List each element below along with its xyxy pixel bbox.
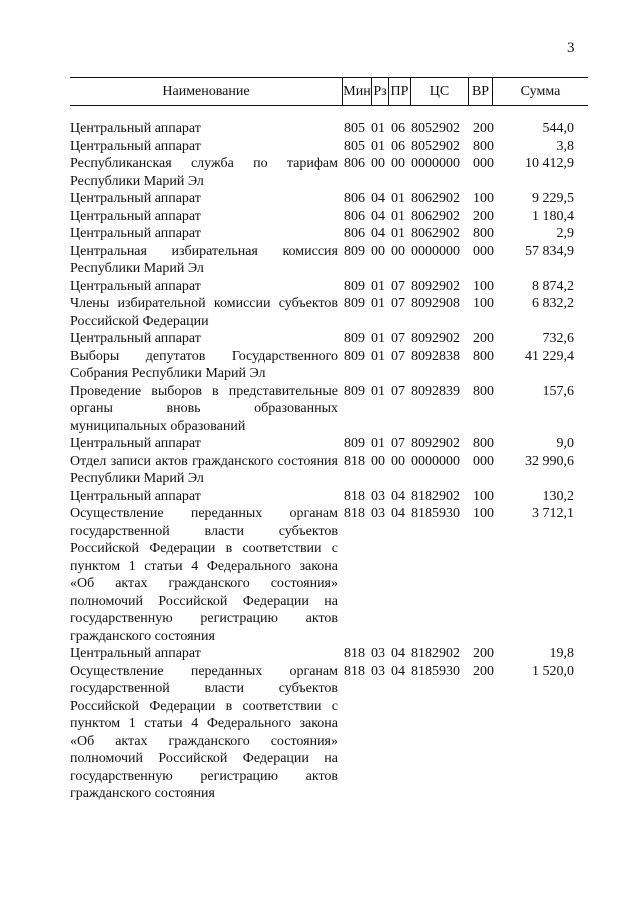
row-vr: 100 bbox=[473, 506, 494, 521]
row-pr: 07 bbox=[391, 383, 405, 399]
row-cs: 8182902 bbox=[411, 488, 460, 504]
row-codes bbox=[344, 453, 499, 471]
row-codes bbox=[344, 208, 499, 226]
row-pr: 01 bbox=[391, 208, 405, 224]
row-codes bbox=[344, 295, 499, 313]
row-min: 806 bbox=[344, 156, 365, 171]
row-sum: 8 874,2 bbox=[532, 278, 574, 294]
row-codes bbox=[344, 505, 499, 523]
row-min: 806 bbox=[344, 191, 365, 206]
row-pr: 04 bbox=[391, 506, 405, 521]
table-row bbox=[70, 225, 588, 243]
row-rz: 00 bbox=[371, 453, 385, 469]
row-pr: 06 bbox=[391, 121, 405, 136]
row-pr: 04 bbox=[391, 488, 405, 504]
row-rz: 03 bbox=[371, 506, 385, 521]
row-name: Центральный аппарат bbox=[70, 138, 201, 154]
row-min: 818 bbox=[344, 488, 365, 504]
header-min: Мин bbox=[342, 78, 371, 105]
row-min: 809 bbox=[344, 436, 365, 451]
row-rz: 00 bbox=[371, 243, 385, 259]
row-rz: 01 bbox=[371, 383, 385, 399]
row-name: Осуществление переданных органам государственной власти субъектов Российской Федерации в соответствии с пунктом 1 статьи 4 Федерального закона «Об актах гражданского состояния» полномочий Российской Федерации на государственную регистрацию актов гражданского состояния bbox=[70, 663, 338, 801]
table-header bbox=[70, 77, 588, 106]
row-min: 818 bbox=[344, 453, 365, 469]
row-name: Центральный аппарат bbox=[70, 226, 201, 241]
row-name: Центральный аппарат bbox=[70, 436, 201, 451]
row-cs: 8092902 bbox=[411, 278, 460, 294]
row-cs: 8092902 bbox=[411, 436, 460, 451]
row-cs: 0000000 bbox=[411, 453, 460, 469]
header-sum: Сумма bbox=[492, 78, 588, 105]
row-rz: 04 bbox=[371, 191, 385, 206]
row-name: Центральный аппарат bbox=[70, 121, 201, 136]
row-rz: 01 bbox=[371, 348, 385, 364]
row-min: 818 bbox=[344, 646, 365, 661]
table-row bbox=[70, 453, 588, 488]
row-rz: 00 bbox=[371, 156, 385, 171]
row-vr: 800 bbox=[473, 436, 494, 451]
row-pr: 04 bbox=[391, 646, 405, 661]
row-cs: 8092902 bbox=[411, 331, 460, 346]
table-row bbox=[70, 383, 588, 436]
row-pr: 07 bbox=[391, 331, 405, 346]
table-row bbox=[70, 505, 588, 645]
row-vr: 100 bbox=[473, 191, 494, 206]
row-codes bbox=[344, 488, 499, 506]
row-sum: 732,6 bbox=[542, 331, 574, 346]
row-codes bbox=[344, 190, 499, 208]
row-codes bbox=[344, 645, 499, 663]
row-cs: 8185930 bbox=[411, 506, 460, 521]
row-sum: 3 712,1 bbox=[532, 506, 574, 521]
row-rz: 01 bbox=[371, 296, 385, 311]
row-sum: 41 229,4 bbox=[525, 348, 574, 364]
row-sum: 1 180,4 bbox=[532, 208, 574, 224]
row-codes bbox=[344, 225, 499, 243]
table-row bbox=[70, 138, 588, 156]
row-cs: 8092908 bbox=[411, 296, 460, 311]
row-rz: 01 bbox=[371, 121, 385, 136]
row-pr: 01 bbox=[391, 226, 405, 241]
table-row bbox=[70, 488, 588, 506]
page-number: 3 bbox=[567, 40, 575, 56]
row-vr: 000 bbox=[473, 453, 494, 469]
row-min: 809 bbox=[344, 296, 365, 311]
row-name: Члены избирательной комиссии субъектов Российской Федерации bbox=[70, 296, 338, 329]
row-codes bbox=[344, 330, 499, 348]
row-codes bbox=[344, 278, 499, 296]
header-pr: ПР bbox=[388, 78, 410, 105]
header-name: Наименование bbox=[162, 84, 250, 99]
table-row bbox=[70, 645, 588, 663]
row-pr: 07 bbox=[391, 278, 405, 294]
row-codes bbox=[344, 155, 499, 173]
row-codes bbox=[344, 243, 499, 261]
row-sum: 10 412,9 bbox=[525, 156, 574, 171]
table-row bbox=[70, 243, 588, 278]
row-cs: 8185930 bbox=[411, 663, 460, 679]
row-pr: 06 bbox=[391, 138, 405, 154]
row-sum: 57 834,9 bbox=[525, 243, 574, 259]
table-row bbox=[70, 208, 588, 226]
row-codes bbox=[344, 138, 499, 156]
row-codes bbox=[344, 348, 499, 366]
row-sum: 157,6 bbox=[542, 383, 574, 399]
row-vr: 200 bbox=[473, 331, 494, 346]
row-pr: 07 bbox=[391, 296, 405, 311]
row-name: Центральный аппарат bbox=[70, 208, 201, 224]
row-pr: 04 bbox=[391, 663, 405, 679]
row-cs: 0000000 bbox=[411, 243, 460, 259]
row-pr: 01 bbox=[391, 191, 405, 206]
row-sum: 19,8 bbox=[549, 646, 574, 661]
row-sum: 544,0 bbox=[542, 121, 574, 136]
row-min: 806 bbox=[344, 226, 365, 241]
row-sum: 32 990,6 bbox=[525, 453, 574, 469]
row-vr: 200 bbox=[473, 646, 494, 661]
header-rz: Рз bbox=[371, 78, 388, 105]
row-rz: 03 bbox=[371, 488, 385, 504]
row-vr: 800 bbox=[473, 226, 494, 241]
row-rz: 01 bbox=[371, 331, 385, 346]
row-codes bbox=[344, 435, 499, 453]
row-vr: 100 bbox=[473, 488, 494, 504]
row-vr: 200 bbox=[473, 121, 494, 136]
row-cs: 8062902 bbox=[411, 226, 460, 241]
row-name: Выборы депутатов Государственного Собрания Республики Марий Эл bbox=[70, 348, 338, 381]
row-codes bbox=[344, 663, 499, 681]
row-cs: 8062902 bbox=[411, 208, 460, 224]
row-vr: 100 bbox=[473, 296, 494, 311]
row-min: 809 bbox=[344, 278, 365, 294]
row-rz: 04 bbox=[371, 226, 385, 241]
row-sum: 9 229,5 bbox=[532, 191, 574, 206]
row-min: 805 bbox=[344, 121, 365, 136]
table-row bbox=[70, 295, 588, 330]
row-min: 809 bbox=[344, 331, 365, 346]
row-cs: 8182902 bbox=[411, 646, 460, 661]
row-pr: 00 bbox=[391, 453, 405, 469]
row-rz: 03 bbox=[371, 663, 385, 679]
row-cs: 8052902 bbox=[411, 121, 460, 136]
row-cs: 8092839 bbox=[411, 383, 460, 399]
table-row bbox=[70, 348, 588, 383]
row-vr: 800 bbox=[473, 348, 494, 364]
row-sum: 6 832,2 bbox=[532, 296, 574, 311]
row-sum: 2,9 bbox=[556, 226, 574, 241]
table-row bbox=[70, 330, 588, 348]
row-rz: 01 bbox=[371, 436, 385, 451]
row-rz: 03 bbox=[371, 646, 385, 661]
row-sum: 9,0 bbox=[556, 436, 574, 451]
row-min: 818 bbox=[344, 663, 365, 679]
row-sum: 130,2 bbox=[542, 488, 574, 504]
row-pr: 07 bbox=[391, 348, 405, 364]
row-name: Центральный аппарат bbox=[70, 191, 201, 206]
row-codes bbox=[344, 120, 499, 138]
row-vr: 800 bbox=[473, 138, 494, 154]
table-body bbox=[70, 120, 588, 803]
row-rz: 01 bbox=[371, 138, 385, 154]
row-codes bbox=[344, 383, 499, 401]
row-name: Республиканская служба по тарифам Республики Марий Эл bbox=[70, 156, 338, 189]
row-name: Проведение выборов в представительные органы вновь образованных муниципальных образований bbox=[70, 383, 338, 434]
row-rz: 04 bbox=[371, 208, 385, 224]
row-min: 809 bbox=[344, 383, 365, 399]
row-vr: 200 bbox=[473, 208, 494, 224]
row-min: 809 bbox=[344, 243, 365, 259]
row-name: Отдел записи актов гражданского состояния Республики Марий Эл bbox=[70, 453, 338, 486]
row-min: 809 bbox=[344, 348, 365, 364]
row-pr: 07 bbox=[391, 436, 405, 451]
row-min: 805 bbox=[344, 138, 365, 154]
header-vr: ВР bbox=[468, 78, 492, 105]
row-sum: 3,8 bbox=[556, 138, 574, 154]
row-name: Центральный аппарат bbox=[70, 488, 201, 504]
row-name: Центральный аппарат bbox=[70, 278, 201, 294]
row-name: Центральный аппарат bbox=[70, 646, 201, 661]
table-row bbox=[70, 663, 588, 803]
row-min: 806 bbox=[344, 208, 365, 224]
row-cs: 8092838 bbox=[411, 348, 460, 364]
table-row bbox=[70, 190, 588, 208]
table-row bbox=[70, 435, 588, 453]
row-rz: 01 bbox=[371, 278, 385, 294]
row-cs: 0000000 bbox=[411, 156, 460, 171]
row-cs: 8052902 bbox=[411, 138, 460, 154]
row-pr: 00 bbox=[391, 156, 405, 171]
row-name: Центральная избирательная комиссия Республики Марий Эл bbox=[70, 243, 338, 276]
row-vr: 000 bbox=[473, 156, 494, 171]
row-name: Центральный аппарат bbox=[70, 331, 201, 346]
row-vr: 100 bbox=[473, 278, 494, 294]
header-cs: ЦС bbox=[410, 78, 468, 105]
row-min: 818 bbox=[344, 506, 365, 521]
row-vr: 200 bbox=[473, 663, 494, 679]
row-pr: 00 bbox=[391, 243, 405, 259]
table-row bbox=[70, 278, 588, 296]
row-name: Осуществление переданных органам государственной власти субъектов Российской Федерации в соответствии с пунктом 1 статьи 4 Федерального закона «Об актах гражданского состояния» полномочий Российской Федерации на государственную регистрацию актов гражданского состояния bbox=[70, 506, 338, 644]
table-row bbox=[70, 120, 588, 138]
row-vr: 800 bbox=[473, 383, 494, 399]
row-sum: 1 520,0 bbox=[532, 663, 574, 679]
row-vr: 000 bbox=[473, 243, 494, 259]
row-cs: 8062902 bbox=[411, 191, 460, 206]
table-row bbox=[70, 155, 588, 190]
